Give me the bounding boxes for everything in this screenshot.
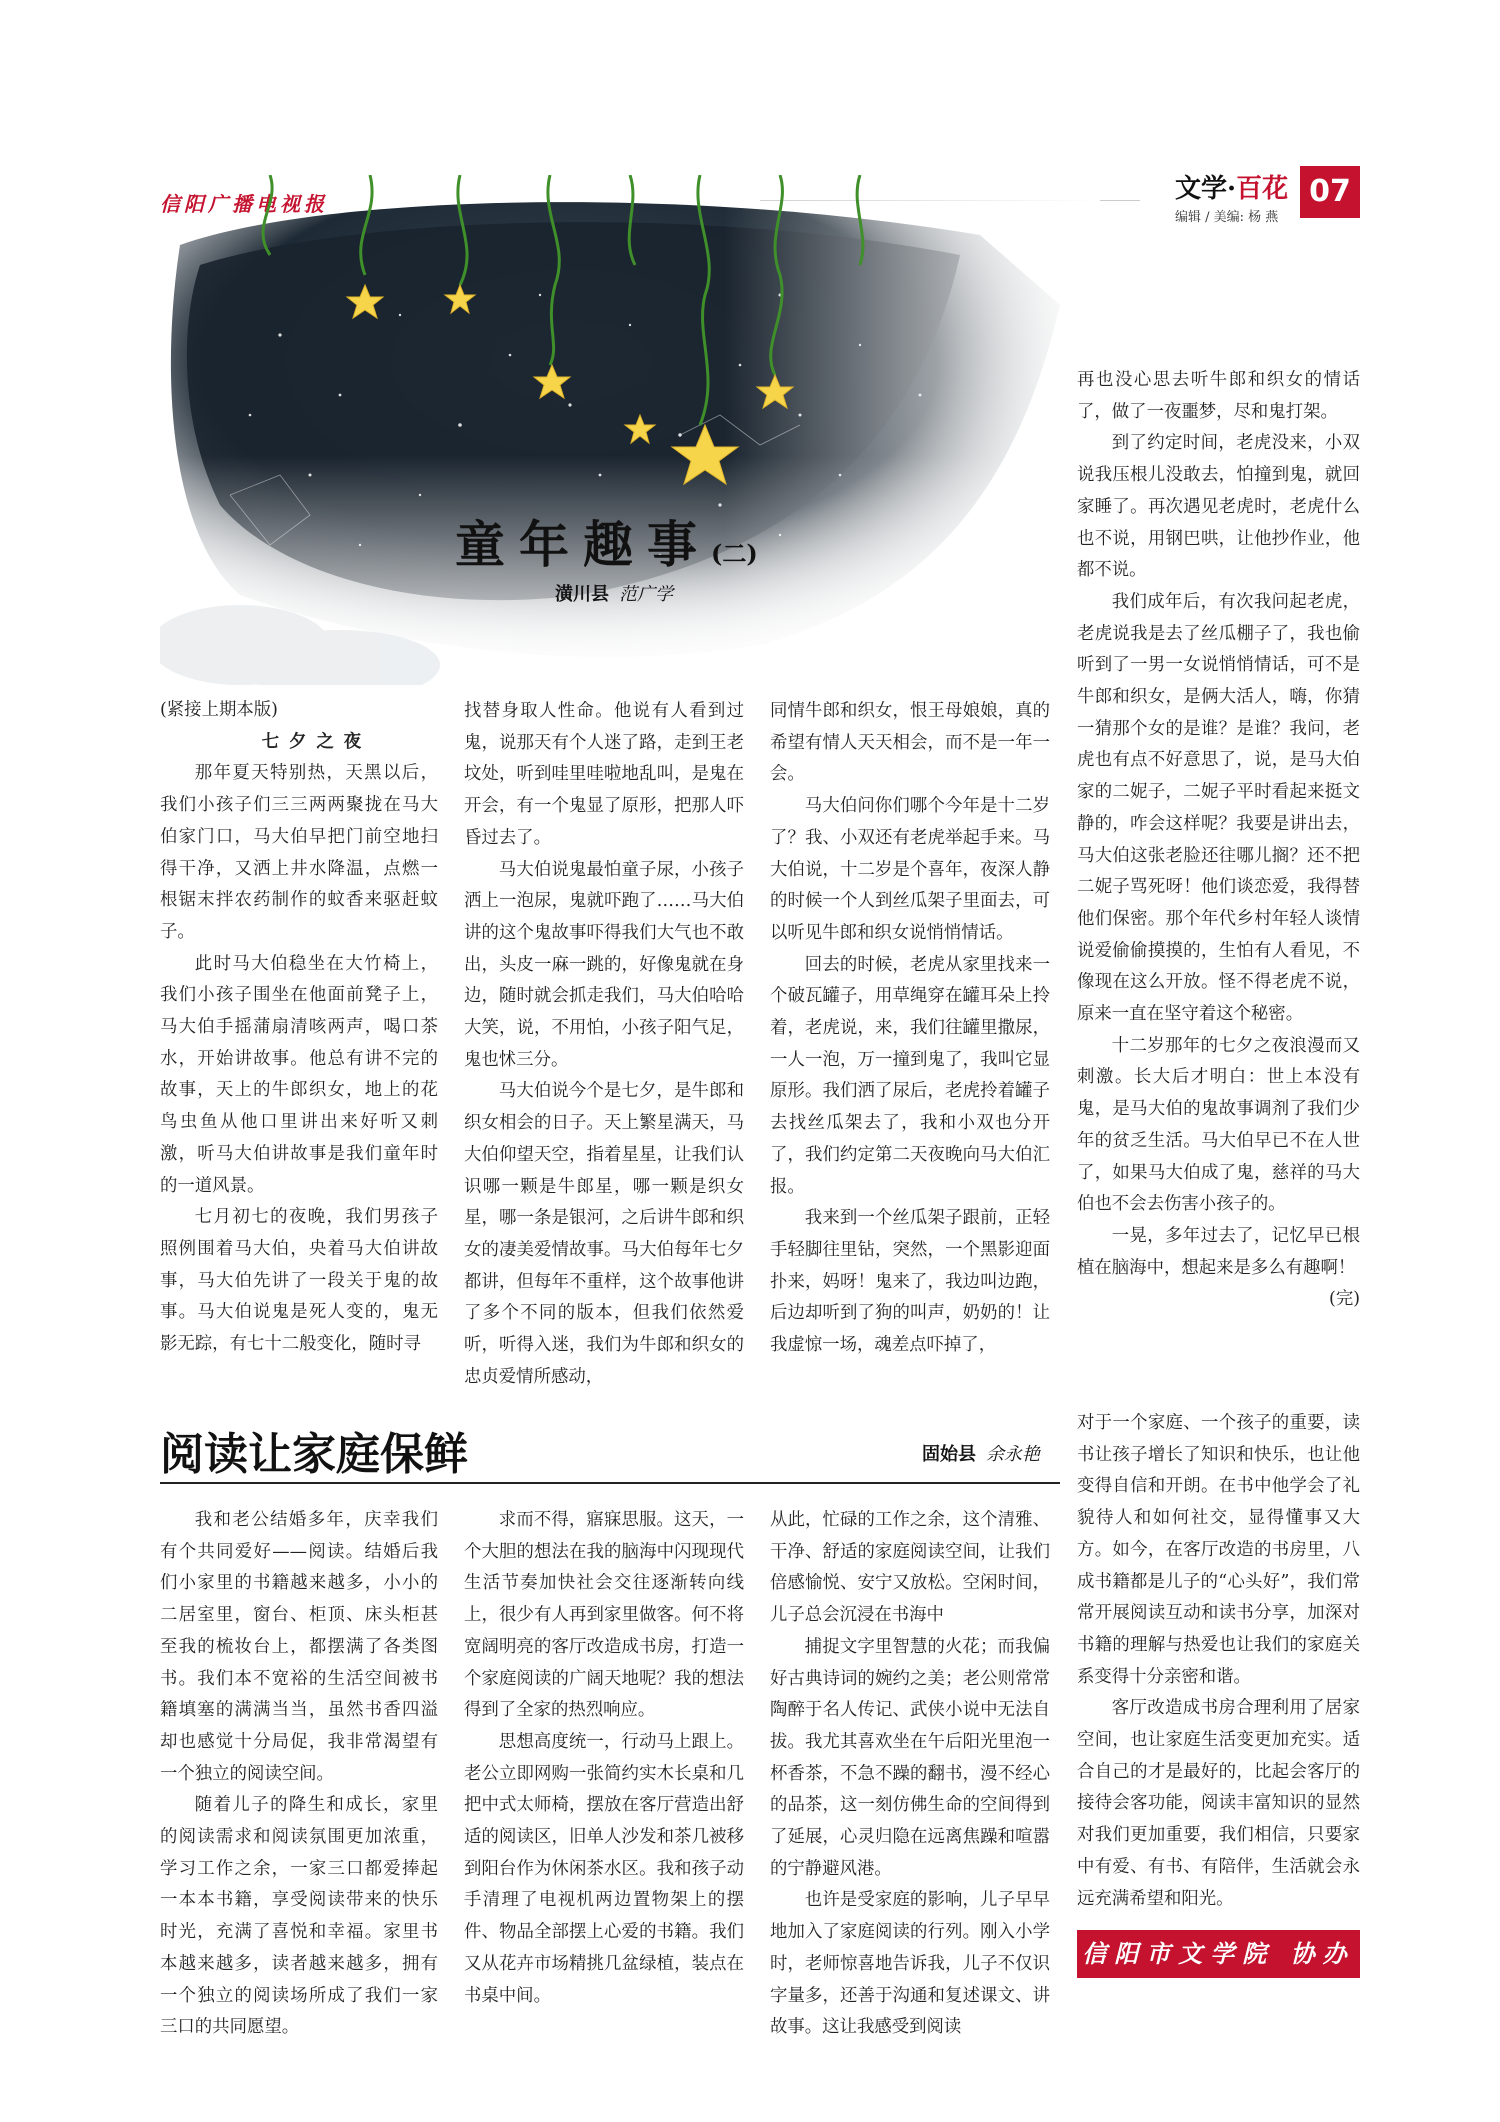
paragraph: 那年夏天特别热，天黑以后，我们小孩子们三三两两聚拢在马大伯家门口，马大伯早把门前空地扫得干净，又洒上井水降温，点燃一根锯末拌农药制作的蚊香来驱赶蚊子。 [160,763,438,942]
paragraph: 十二岁那年的七夕之夜浪漫而又刺激。长大后才明白：世上本没有鬼，是马大伯的鬼故事调剂了我们少年的贫乏生活。马大伯早已不在人世了，如果马大伯成了鬼，慈祥的马大伯也不会去伤害小孩子的。 [1077,1035,1360,1215]
paragraph: 从此，忙碌的工作之余，这个清雅、干净、舒适的家庭阅读空间，让我们倍感愉悦、安宁又放松。空闲时间，儿子总会沉浸在书海中 [770,1510,1050,1626]
article2-county: 固始县 [922,1444,976,1465]
paragraph: 我和老公结婚多年，庆幸我们有个共同爱好——阅读。结婚后我们小家里的书籍越来越多，小小的二居室里，窗台、柜顶、床头柜甚至我的梳妆台上，都摆满了各类图书。我们本不宽裕的生活空间被书籍填塞的满满当当，虽然书香四溢却也感觉十分局促，我非常渴望有一个独立的阅读空间。 [160,1510,438,1784]
paragraph: 捕捉文字里智慧的火花；而我偏好古典诗词的婉约之美；老公则常常陶醉于名人传记、武侠小说中无法自拔。我尤其喜欢坐在午后阳光里泡一杯香茶，不急不躁的翻书，漫不经心的品茶，这一刻仿佛生命的空间得到了延展，心灵归隐在远离焦躁和喧嚣的宁静避风港。 [770,1636,1050,1879]
article1-column-4 [1077,365,1360,1316]
article1-byline [555,580,673,606]
paragraph: 回去的时候，老虎从家里找来一个破瓦罐子，用草绳穿在罐耳朵上拎着，老虎说，来，我们往罐里撒尿，一人一泡，万一撞到鬼了，我叫它显原形。我们洒了尿后，老虎拎着罐子去找丝瓜架去了，我和小双也分开了，我们约定第二天夜晚向马大伯汇报。 [770,954,1050,1197]
starry-night-illustration [160,175,1100,685]
paragraph: 随着儿子的降生和成长，家里的阅读需求和阅读氛围更加浓重，学习工作之余，一家三口都爱捧起一本本书籍，享受阅读带来的快乐时光，充满了喜悦和幸福。家里书本越来越多，读者越来越多，拥有一个独立的阅读场所成了我们一家三口的共同愿望。 [160,1795,438,2038]
article2-column-4 [1077,1408,1360,1915]
section-prefix: 文学· [1175,174,1237,204]
article1-county: 潢川县 [555,584,609,605]
article1-author: 范广学 [619,584,673,605]
paragraph: 马大伯问你们哪个今年是十二岁了？我、小双还有老虎举起手来。马大伯说，十二岁是个喜年，夜深人静的时候一个人到丝瓜架子里面去，可以听见牛郎和织女说悄悄情话。 [770,796,1050,943]
article2-column-1 [160,1505,438,2044]
article1-subheading: 七夕之夜 [261,731,372,752]
section-title [1175,168,1288,205]
editor-credit: 编辑 / 美编: 杨 燕 [1175,210,1279,225]
article2-column-2 [464,1505,744,2012]
paragraph: 思想高度统一，行动马上跟上。老公立即网购一张简约实木长桌和几把中式太师椅，摆放在客厅营造出舒适的阅读区，旧单人沙发和茶几被移到阳台作为休闲茶水区。我和孩子动手清理了电视机两边置物架上的摆件、物品全部摆上心爱的书籍。我们又从花卉市场精挑几盆绿植，装点在书桌中间。 [464,1731,744,2006]
paragraph: 马大伯说今个是七夕，是牛郎和织女相会的日子。天上繁星满天，马大伯仰望天空，指着星星，让我们认识哪一颗是牛郎星，哪一颗是织女星，哪一条是银河，之后讲牛郎和织女的凄美爱情故事。马大伯每年七夕都讲，但每年不重样，这个故事他讲了多个不同的版本，但我们依然爱听，听得入迷，我们为牛郎和织女的忠贞爱情所感动， [464,1081,744,1387]
page-number: 07 [1300,166,1360,218]
article1-title-text: 童年趣事 [455,515,711,574]
paragraph: 对于一个家庭、一个孩子的重要，读书让孩子增长了知识和快乐，也让他变得自信和开朗。在书中他学会了礼貌待人和如何社交，显得懂事又大方。如今，在客厅改造的书房里，八成书籍都是儿子的“心头好”，我们常常开展阅读互动和读书分享，加深对书籍的理解与热爱也让我们的家庭关系变得十分亲密和谐。 [1077,1413,1360,1687]
article1-column-1 [160,695,438,1361]
paragraph: 七月初七的夜晚，我们男孩子照例围着马大伯，央着马大伯讲故事，马大伯先讲了一段关于鬼的故事。马大伯说鬼是死人变的，鬼无影无踪，有七十二般变化，随时寻 [160,1207,438,1355]
article1-column-2 [464,696,744,1393]
article2-author: 余永艳 [986,1444,1040,1465]
article1-column-3 [770,696,1050,1362]
co-organizer-badge: 信阳市文学院 协办 [1077,1930,1360,1978]
paragraph: 同情牛郎和织女，恨王母娘娘，真的希望有情人天天相会，而不是一年一会。 [770,701,1050,785]
paragraph [1077,1221,1360,1310]
paragraph: 马大伯说鬼最怕童子尿，小孩子洒上一泡尿，鬼就吓跑了……马大伯讲的这个鬼故事吓得我们大气也不敢出，头皮一麻一跳的，好像鬼就在身边，随时就会抓走我们，马大伯哈哈大笑，说，不用怕，小孩子阳气足，鬼也怵三分。 [464,859,744,1070]
article1-title-suffix: (二) [711,539,758,568]
article2-byline [922,1440,1040,1466]
paragraph: 我来到一个丝瓜架子跟前，正轻手轻脚往里钻，突然，一个黑影迎面扑来，妈呀！鬼来了，我边叫边跑，后边却听到了狗的叫声，奶奶的！让我虚惊一场，魂差点吓掉了， [770,1208,1050,1356]
paragraph: 找替身取人性命。他说有人看到过鬼，说那天有个人迷了路，走到王老坟处，听到哇里哇啦地乱叫，是鬼在开会，有一个鬼显了原形，把那人吓昏过去了。 [464,701,744,848]
paragraph: 到了约定时间，老虎没来，小双说我压根儿没敢去，怕撞到鬼，就回家睡了。再次遇见老虎时，老虎什么也不说，用钢巴哄，让他抄作业，他都不说。 [1077,433,1360,581]
closing-paragraph: 一晃，多年过去了，记忆早已根植在脑海中，想起来是多么有趣啊！ [1077,1225,1360,1278]
continued-note: (紧接上期本版) [160,700,278,720]
article2-column-3 [770,1505,1050,2044]
paragraph: 我们成年后，有次我问起老虎，老虎说我是去了丝瓜棚子了，我也偷听到了一男一女说悄悄情话，可不是牛郎和织女，是俩大活人，嗨，你猜一猜那个女的是谁？是谁？我问，老虎也有点不好意思了，说，是马大伯家的二妮子，二妮子平时看起来挺文静的，咋会这样呢？我要是讲出去，马大伯这张老脸还往哪儿搁？还不把二妮子骂死呀！他们谈恋爱，我得替他们保密。那个年代乡村年轻人谈情说爱偷偷摸摸的，生怕有人看见，不像现在这么开放。怪不得老虎不说，原来一直在坚守着这个秘密。 [1077,591,1360,1025]
paragraph: 也许是受家庭的影响，儿子早早地加入了家庭阅读的行列。刚入小学时，老师惊喜地告诉我，儿子不仅识字量多，还善于沟通和复述课文、讲故事。这让我感受到阅读 [770,1890,1050,2038]
paragraph: 客厅改造成书房合理利用了居家空间，也让家庭生活变更加充实。适合自己的才是最好的，比起会客厅的接待会客功能，阅读丰富知识的显然对我们更加重要，我们相信，只要家中有爱、有书、有陪伴，生活就会永远充满希望和阳光。 [1077,1698,1360,1909]
paragraph: 此时马大伯稳坐在大竹椅上，我们小孩子围坐在他面前凳子上，马大伯手摇蒲扇清咳两声，喝口茶水，开始讲故事。他总有讲不完的故事，天上的牛郎织女，地上的花鸟虫鱼从他口里讲出来好听又刺激，听马大伯讲故事是我们童年时的一道风景。 [160,953,438,1196]
article1-title [455,505,758,577]
end-mark: (完) [1329,1289,1360,1310]
article2-rule [160,1482,1060,1484]
paragraph: 再也没心思去听牛郎和织女的情话了，做了一夜噩梦，尽和鬼打架。 [1077,370,1360,422]
article2-title: 阅读让家庭保鲜 [160,1429,468,1480]
paragraph: 求而不得，寤寐思服。这天，一个大胆的想法在我的脑海中闪现现代生活节奏加快社会交往逐渐转向线上，很少有人再到家里做客。何不将宽阔明亮的客厅改造成书房，打造一个家庭阅读的广阔天地呢？我的想法得到了全家的热烈响应。 [464,1510,744,1721]
section-highlight: 百花 [1236,174,1289,204]
